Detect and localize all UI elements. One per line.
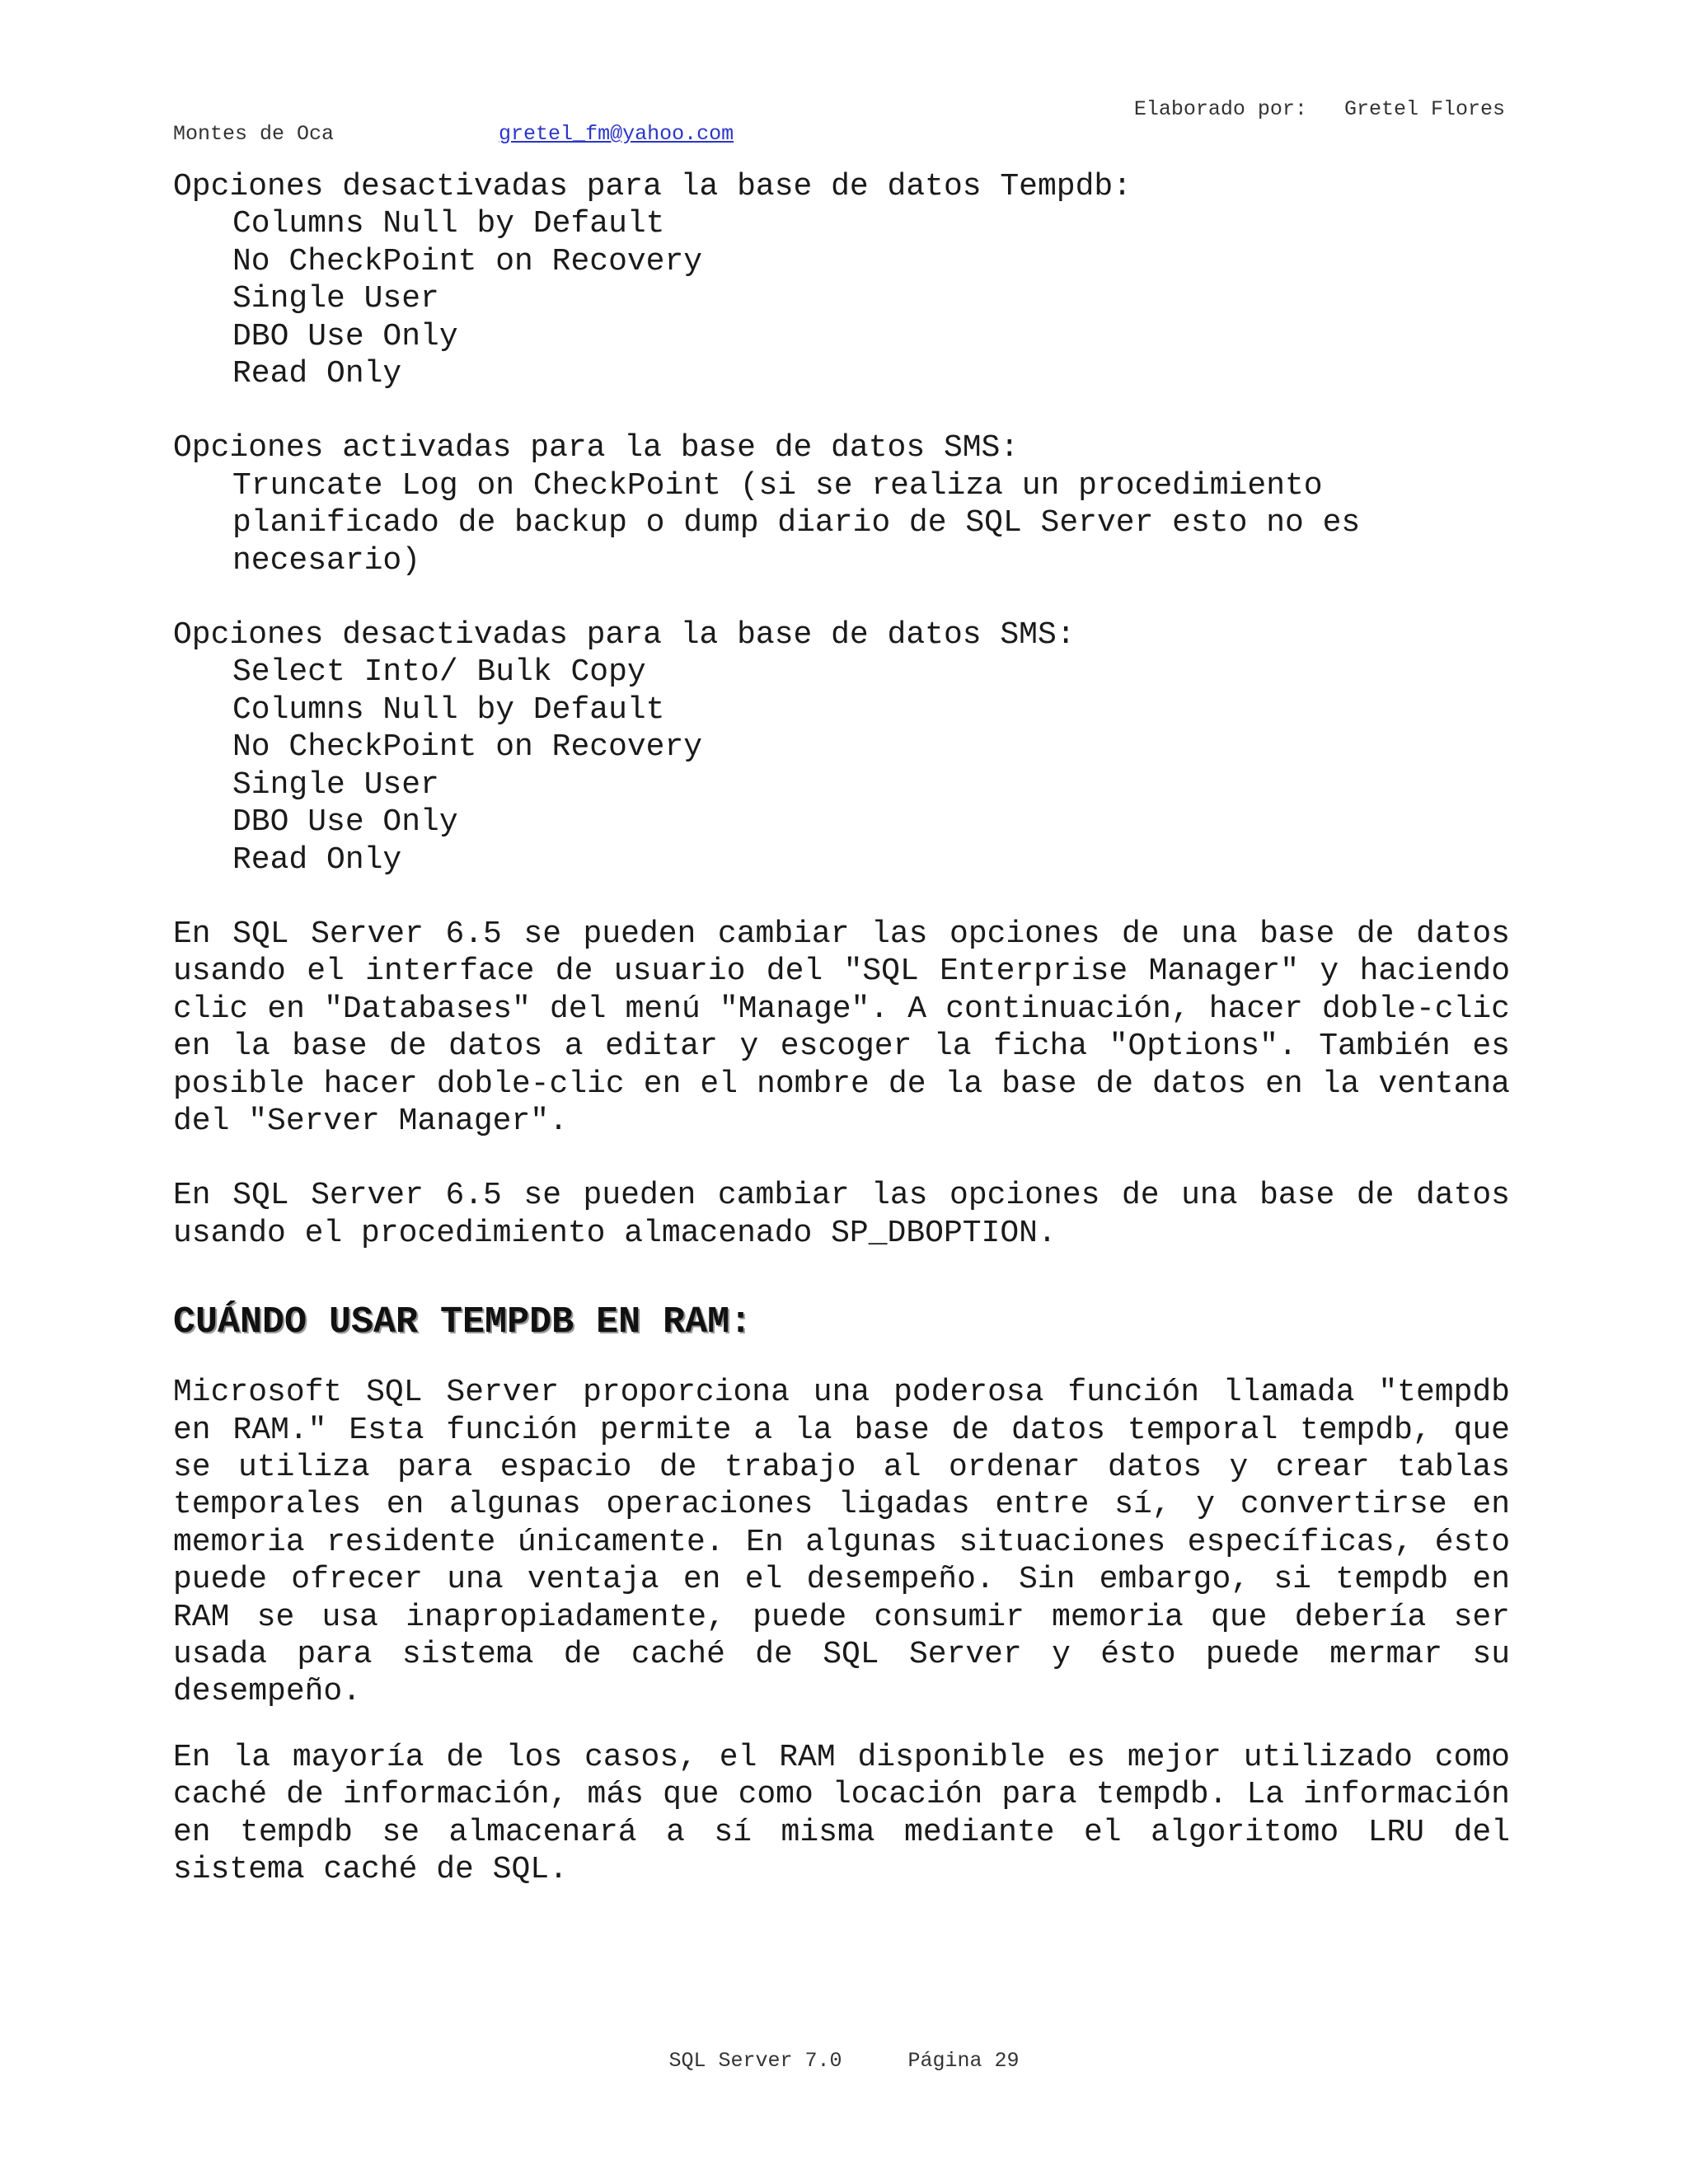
list-item: No CheckPoint on Recovery	[232, 729, 703, 766]
list-item: Single User	[232, 766, 439, 803]
list-item: No CheckPoint on Recovery	[232, 243, 703, 279]
section-heading: Opciones desactivadas para la base de datos Tempdb:	[173, 169, 1132, 204]
option-list	[173, 654, 1510, 878]
option-list	[173, 205, 1510, 392]
list-item: Read Only	[232, 356, 402, 392]
page-footer	[0, 2049, 1688, 2073]
list-item: Columns Null by Default	[232, 206, 665, 242]
list-item: DBO Use Only	[232, 804, 458, 841]
section-heading: Opciones activadas para la base de datos SMS:	[173, 430, 1020, 466]
email-link[interactable]: gretel_fm@yahoo.com	[499, 122, 734, 146]
paragraph: En la mayoría de los casos, el RAM disponible es mejor utilizado como caché de información, más que como locación para tempdb. La información en tempdb se almacenará a sí misma mediante el algoritomo LRU del sistema caché de SQL.	[173, 1739, 1510, 1888]
list-item: Columns Null by Default	[232, 691, 665, 728]
list-item: Select Into/ Bulk Copy	[232, 654, 646, 691]
list-item: DBO Use Only	[232, 318, 458, 354]
header-author	[1134, 97, 1505, 121]
section-heading: Opciones desactivadas para la base de datos SMS:	[173, 617, 1076, 654]
author-first-name: Gretel Flores	[1343, 97, 1505, 121]
author-last-name: Montes de Oca	[173, 122, 335, 146]
page-number: Página 29	[907, 2049, 1020, 2073]
paragraph: En SQL Server 6.5 se pueden cambiar las opciones de una base de datos usando el interface de usuario del "SQL Enterprise Manager" y haciendo clic en "Databases" del menú "Manage". A continuación, hacer doble-clic en la base de datos a editar y escoger la ficha "Options". También es posible hacer doble-clic en el nombre de la base de datos en la ventana del "Server Manager".	[173, 916, 1510, 1139]
paragraph: Microsoft SQL Server proporciona una poderosa función llamada "tempdb en RAM." Esta función permite a la base de datos temporal tempdb, que se utiliza para espacio de trabajo al ordenar datos y crear tablas temporales en algunas operaciones ligadas entre sí, y convertirse en memoria residente únicamente. En algunas situaciones específicas, ésto puede ofrecer una ventaja en el desempeño. Sin embargo, si tempdb en RAM se usa inapropiadamente, puede consumir memoria que debería ser usada para sistema de caché de SQL Server y ésto puede mermar su desempeño.	[173, 1375, 1510, 1710]
section-title: CUÁNDO USAR TEMPDB EN RAM:	[173, 1301, 753, 1344]
list-item: Truncate Log on CheckPoint (si se realiza un procedimiento planificado de backup o dump diario de SQL Server esto no es necesario)	[232, 467, 1361, 579]
list-item: Single User	[232, 281, 439, 317]
sms-disabled-options	[173, 616, 1510, 879]
tempdb-disabled-options	[173, 168, 1510, 392]
list-item: Read Only	[232, 841, 402, 878]
document-body	[173, 168, 1510, 1888]
header-author-continued	[173, 122, 734, 146]
footer-product: SQL Server 7.0	[668, 2049, 842, 2073]
sms-enabled-options	[173, 429, 1510, 579]
paragraph: En SQL Server 6.5 se pueden cambiar las opciones de una base de datos usando el procedimiento almacenado SP_DBOPTION.	[173, 1178, 1510, 1251]
author-label: Elaborado por:	[1133, 97, 1307, 121]
